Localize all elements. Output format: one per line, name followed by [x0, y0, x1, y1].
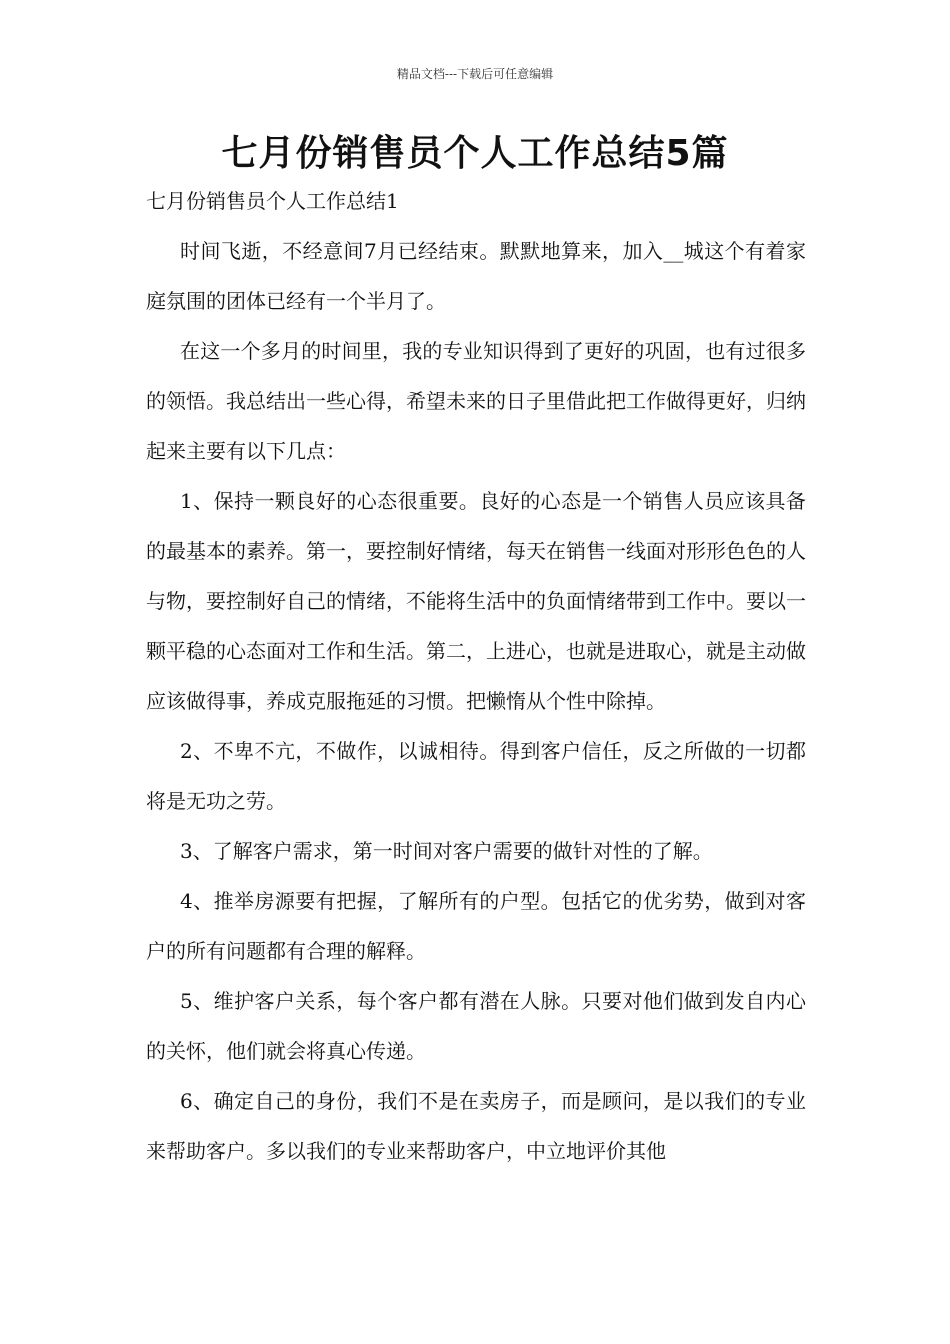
section-subtitle: 七月份销售员个人工作总结1: [146, 189, 399, 213]
paragraph-6: 4、推举房源要有把握，了解所有的户型。包括它的优劣势，做到对客户的所有问题都有合理的解释。: [146, 889, 806, 963]
document-body: [146, 226, 806, 1176]
paragraph-2: 在这一个多月的时间里，我的专业知识得到了更好的巩固，也有过很多的领悟。我总结出一些心得，希望未来的日子里借此把工作做得更好，归纳起来主要有以下几点：: [146, 339, 806, 463]
paragraph-8: 6、确定自己的身份，我们不是在卖房子，而是顾问，是以我们的专业来帮助客户。多以我们的专业来帮助客户，中立地评价其他: [146, 1089, 806, 1163]
page-header-watermark: 精品文档---下载后可任意编辑: [396, 67, 554, 81]
document-title: 七月份销售员个人工作总结5篇: [221, 133, 729, 174]
paragraph-3: 1、保持一颗良好的心态很重要。良好的心态是一个销售人员应该具备的最基本的素养。第一，要控制好情绪，每天在销售一线面对形形色色的人与物，要控制好自己的情绪，不能将生活中的负面情绪带到工作中。要以一颗平稳的心态面对工作和生活。第二，上进心，也就是进取心，就是主动做应该做得事，养成克服拖延的习惯。把懒惰从个性中除掉。: [146, 489, 806, 713]
paragraph-5: 3、了解客户需求，第一时间对客户需要的做针对性的了解。: [180, 839, 713, 863]
paragraph-4: 2、不卑不亢，不做作，以诚相待。得到客户信任，反之所做的一切都将是无功之劳。: [146, 739, 806, 813]
paragraph-7: 5、维护客户关系，每个客户都有潜在人脉。只要对他们做到发自内心的关怀，他们就会将真心传递。: [146, 989, 806, 1063]
paragraph-1: 时间飞逝，不经意间7月已经结束。默默地算来，加入__城这个有着家庭氛围的团体已经有一个半月了。: [146, 239, 806, 313]
